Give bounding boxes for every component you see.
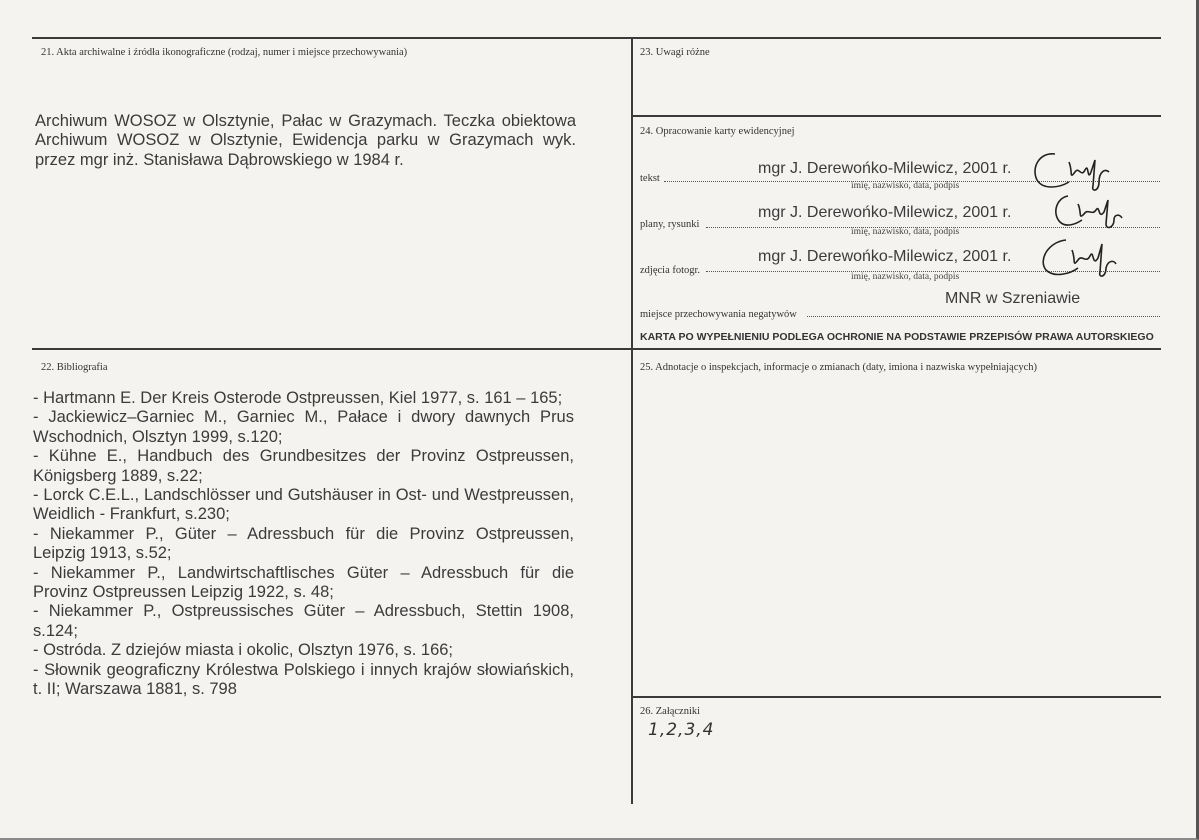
- author-name-photos: mgr J. Derewońko-Milewicz, 2001 r.: [758, 248, 1012, 265]
- field-label-zdjecia: zdjęcia fotogr.: [640, 265, 701, 276]
- bibliography-line: - Kühne E., Handbuch des Grundbesitzes der Provinz Ostpreussen,: [33, 447, 574, 466]
- section-22-label: 22. Bibliografia: [41, 362, 108, 373]
- field-line: [807, 316, 1160, 317]
- bibliography-line: Wschodnich, Olsztyn 1999, s.120;: [33, 427, 283, 446]
- field-label-plany: plany, rysunki: [640, 219, 700, 230]
- bibliography-line: Provinz Ostpreussen Leipzig 1922, s. 48;: [33, 583, 334, 602]
- bibliography-line: s.124;: [33, 621, 78, 640]
- bibliography-list: [33, 389, 574, 700]
- bibliography-line: - Niekammer P., Güter – Adressbuch für die Provinz Ostpreussen,: [33, 524, 574, 543]
- bibliography-line: - Ostróda. Z dziejów miasta i okolic, Olsztyn 1976, s. 166;: [33, 641, 454, 660]
- rule-25-26: [632, 696, 1161, 698]
- copyright-notice: KARTA PO WYPEŁNIENIU PODLEGA OCHRONIE NA PODSTAWIE PRZEPISÓW PRAWA AUTORSKIEGO: [640, 331, 1154, 343]
- signature-2: [1048, 186, 1128, 232]
- bibliography-line: Leipzig 1913, s.52;: [33, 544, 172, 563]
- rule-23-24: [632, 115, 1161, 117]
- bibliography-line: Weidlich - Frankfurt, s.230;: [33, 505, 230, 524]
- field-caption: imię, nazwisko, data, podpis: [851, 272, 960, 282]
- section-21-label: 21. Akta archiwalne i źródła ikonograficzne (rodzaj, numer i miejsce przechowywania): [41, 47, 408, 58]
- bibliography-line: - Niekammer P., Ostpreussisches Güter – Adressbuch, Stettin 1908,: [33, 602, 574, 621]
- field-caption: imię, nazwisko, data, podpis: [851, 227, 960, 237]
- middle-rule: [32, 348, 1161, 350]
- section-21-line: przez mgr inż. Stanisława Dąbrowskiego w 1984 r.: [35, 150, 404, 169]
- top-rule: [32, 37, 1161, 39]
- column-divider: [631, 37, 633, 804]
- bibliography-line: - Niekammer P., Landwirtschaftlisches Güter – Adressbuch für die: [33, 563, 574, 582]
- section-25-label: 25. Adnotacje o inspekcjach, informacje o zmianach (daty, imiona i nazwiska wypełniających): [640, 362, 1038, 373]
- field-label-tekst: tekst: [640, 173, 660, 184]
- section-26-label: 26. Załączniki: [640, 706, 701, 717]
- bibliography-line: - Jackiewicz–Garniec M., Garniec M., Pałace i dwory dawnych Prus: [33, 408, 574, 427]
- negatives-location-value: MNR w Szreniawie: [945, 290, 1081, 307]
- bibliography-line: Königsberg 1889, s.22;: [33, 466, 203, 485]
- author-name-plans: mgr J. Derewońko-Milewicz, 2001 r.: [758, 204, 1012, 221]
- field-caption: imię, nazwisko, data, podpis: [851, 181, 960, 191]
- bibliography-line: - Lorck C.E.L., Landschlösser und Gutshäuser in Ost- und Westpreussen,: [33, 486, 574, 505]
- negatives-location-label: miejsce przechowywania negatywów: [640, 309, 797, 320]
- attachments-handwritten: 1,2,3,4: [648, 720, 715, 740]
- author-name-text: mgr J. Derewońko-Milewicz, 2001 r.: [758, 160, 1012, 177]
- section-21-text: [35, 112, 576, 170]
- bibliography-line: - Słownik geograficzny Królestwa Polskiego i innych krajów słowiańskich,: [33, 660, 574, 679]
- section-21-line: Archiwum WOSOZ w Olsztynie, Pałac w Grazymach. Teczka obiektowa: [35, 112, 576, 130]
- signature-3: [1036, 230, 1126, 282]
- section-24-label: 24. Opracowanie karty ewidencyjnej: [640, 126, 795, 137]
- section-21-line: Archiwum WOSOZ w Olsztynie, Ewidencja parku w Grazymach wyk.: [35, 131, 576, 150]
- bibliography-line: - Hartmann E. Der Kreis Osterode Ostpreussen, Kiel 1977, s. 161 – 165;: [33, 389, 563, 407]
- bibliography-line: t. II; Warszawa 1881, s. 798: [33, 680, 237, 699]
- section-23-label: 23. Uwagi różne: [640, 47, 710, 58]
